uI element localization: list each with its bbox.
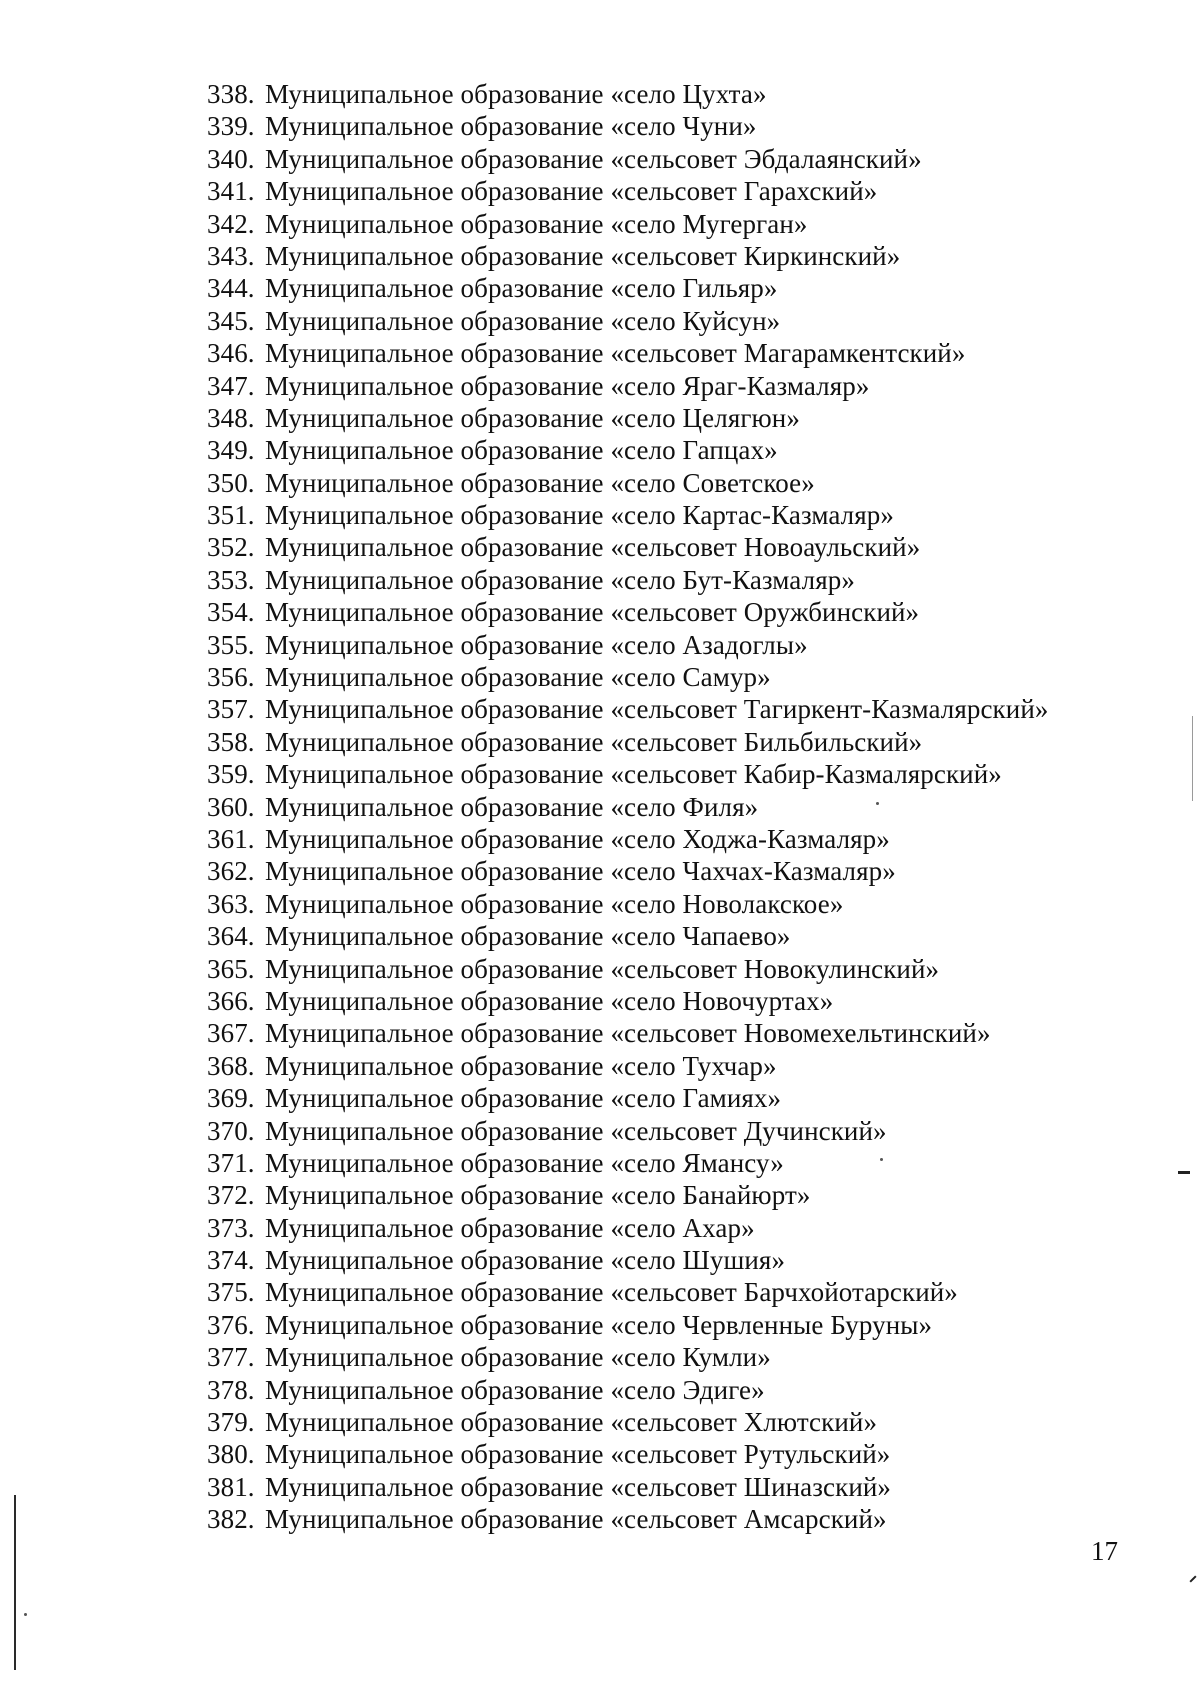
item-text: Муниципальное образование «село Бут-Казмаляр»	[265, 564, 855, 595]
item-number: 349.	[207, 435, 255, 466]
item-number: 361.	[207, 823, 255, 854]
list-item	[207, 402, 1048, 434]
item-number: 367.	[207, 1018, 255, 1049]
item-text: Муниципальное образование «село Новочуртах»	[265, 985, 834, 1016]
list-item	[207, 370, 1048, 402]
item-number: 353.	[207, 564, 255, 595]
item-number: 369.	[207, 1083, 255, 1114]
item-text: Муниципальное образование «село Целягюн»	[265, 402, 800, 433]
item-text: Муниципальное образование «село Чахчах-Казмаляр»	[265, 856, 896, 887]
list-item	[207, 823, 1048, 855]
item-text: Муниципальное образование «село Картас-Казмаляр»	[265, 500, 894, 531]
item-text: Муниципальное образование «село Азадоглы»	[265, 629, 808, 660]
item-text: Муниципальное образование «сельсовет Кабир-Казмалярский»	[265, 759, 1002, 790]
item-text: Муниципальное образование «село Гамиях»	[265, 1083, 782, 1114]
item-number: 372.	[207, 1180, 255, 1211]
list-item	[207, 434, 1048, 466]
list-item	[207, 1471, 1048, 1503]
list-item	[207, 693, 1048, 725]
list-item	[207, 596, 1048, 628]
item-text: Муниципальное образование «село Советское»	[265, 467, 815, 498]
scan-artifact-dot	[24, 1613, 27, 1616]
item-number: 375.	[207, 1277, 255, 1308]
item-text: Муниципальное образование «село Цухта»	[265, 79, 767, 109]
item-number: 376.	[207, 1309, 255, 1340]
item-number: 354.	[207, 597, 255, 628]
item-text: Муниципальное образование «село Яраг-Казмаляр»	[265, 370, 870, 401]
item-number: 344.	[207, 273, 255, 304]
item-text: Муниципальное образование «сельсовет Хлютский»	[265, 1407, 878, 1438]
item-number: 378.	[207, 1374, 255, 1405]
item-text: Муниципальное образование «сельсовет Новоаульский»	[265, 532, 921, 563]
list-item	[207, 1050, 1048, 1082]
list-item	[207, 661, 1048, 693]
scan-artifact-mark	[1189, 1575, 1196, 1582]
item-number: 374.	[207, 1245, 255, 1276]
item-text: Муниципальное образование «село Банайюрт»	[265, 1180, 811, 1211]
item-text: Муниципальное образование «село Эдиге»	[265, 1374, 765, 1405]
item-text: Муниципальное образование «сельсовет Бильбильский»	[265, 726, 923, 757]
list-item	[207, 1212, 1048, 1244]
item-text: Муниципальное образование «сельсовет Рутульский»	[265, 1439, 891, 1470]
item-text: Муниципальное образование «сельсовет Новомехельтинский»	[265, 1018, 991, 1049]
item-text: Муниципальное образование «село Мугерган»	[265, 208, 808, 239]
scan-artifact-dot	[876, 802, 879, 805]
item-text: Муниципальное образование «село Гильяр»	[265, 273, 778, 304]
item-text: Муниципальное образование «сельсовет Эбдалаянский»	[265, 143, 922, 174]
item-number: 370.	[207, 1115, 255, 1146]
item-text: Муниципальное образование «село Ямансу»	[265, 1147, 784, 1178]
scan-artifact-line	[1192, 716, 1193, 801]
municipality-list	[207, 78, 1048, 1536]
item-number: 373.	[207, 1212, 255, 1243]
item-number: 359.	[207, 759, 255, 790]
item-text: Муниципальное образование «сельсовет Амсарский»	[265, 1504, 887, 1535]
item-text: Муниципальное образование «село Ходжа-Казмаляр»	[265, 823, 890, 854]
item-text: Муниципальное образование «село Новолакское»	[265, 888, 844, 919]
list-item	[207, 1017, 1048, 1049]
scan-artifact-dot	[880, 1158, 883, 1161]
item-text: Муниципальное образование «село Червленные Буруны»	[265, 1309, 933, 1340]
item-number: 368.	[207, 1050, 255, 1081]
item-number: 355.	[207, 629, 255, 660]
item-number: 382.	[207, 1504, 255, 1535]
list-item	[207, 1374, 1048, 1406]
item-number: 364.	[207, 921, 255, 952]
list-item	[207, 272, 1048, 304]
item-number: 346.	[207, 338, 255, 369]
list-item	[207, 1115, 1048, 1147]
list-item	[207, 531, 1048, 563]
item-text: Муниципальное образование «сельсовет Новокулинский»	[265, 953, 940, 984]
list-item	[207, 564, 1048, 596]
item-text: Муниципальное образование «село Кумли»	[265, 1342, 771, 1373]
item-text: Муниципальное образование «сельсовет Магарамкентский»	[265, 338, 966, 369]
item-number: 343.	[207, 240, 255, 271]
item-number: 366.	[207, 985, 255, 1016]
item-text: Муниципальное образование «село Чуни»	[265, 111, 757, 142]
list-item	[207, 855, 1048, 887]
list-item	[207, 1438, 1048, 1470]
item-number: 377.	[207, 1342, 255, 1373]
item-text: Муниципальное образование «сельсовет Шиназский»	[265, 1471, 892, 1502]
item-number: 341.	[207, 176, 255, 207]
list-item	[207, 1341, 1048, 1373]
item-number: 381.	[207, 1471, 255, 1502]
item-text: Муниципальное образование «сельсовет Киркинский»	[265, 240, 901, 271]
list-item	[207, 726, 1048, 758]
item-number: 356.	[207, 662, 255, 693]
list-item	[207, 1276, 1048, 1308]
item-number: 357.	[207, 694, 255, 725]
item-number: 379.	[207, 1407, 255, 1438]
item-number: 348.	[207, 402, 255, 433]
item-text: Муниципальное образование «село Филя»	[265, 791, 759, 822]
list-item	[207, 1147, 1048, 1179]
item-number: 358.	[207, 726, 255, 757]
item-number: 362.	[207, 856, 255, 887]
item-number: 339.	[207, 111, 255, 142]
list-item	[207, 175, 1048, 207]
item-number: 350.	[207, 467, 255, 498]
list-item	[207, 920, 1048, 952]
list-item	[207, 337, 1048, 369]
item-text: Муниципальное образование «село Шушия»	[265, 1245, 786, 1276]
item-text: Муниципальное образование «сельсовет Дучинский»	[265, 1115, 887, 1146]
item-number: 365.	[207, 953, 255, 984]
list-item	[207, 1082, 1048, 1114]
list-item	[207, 240, 1048, 272]
list-item	[207, 1309, 1048, 1341]
item-number: 360.	[207, 791, 255, 822]
list-item	[207, 305, 1048, 337]
list-item	[207, 110, 1048, 142]
item-number: 371.	[207, 1147, 255, 1178]
list-item	[207, 953, 1048, 985]
item-text: Муниципальное образование «село Самур»	[265, 662, 771, 693]
item-text: Муниципальное образование «село Ахар»	[265, 1212, 755, 1243]
item-number: 380.	[207, 1439, 255, 1470]
item-number: 338.	[207, 79, 255, 109]
scan-artifact-line	[14, 1495, 16, 1670]
list-item	[207, 499, 1048, 531]
item-text: Муниципальное образование «село Куйсун»	[265, 305, 781, 336]
item-text: Муниципальное образование «сельсовет Оружбинский»	[265, 597, 920, 628]
list-item	[207, 208, 1048, 240]
scan-artifact-mark	[1178, 1171, 1190, 1174]
item-text: Муниципальное образование «село Гапцах»	[265, 435, 778, 466]
list-item	[207, 1244, 1048, 1276]
item-number: 352.	[207, 532, 255, 563]
item-text: Муниципальное образование «сельсовет Барчхойотарский»	[265, 1277, 958, 1308]
item-number: 345.	[207, 305, 255, 336]
list-item	[207, 467, 1048, 499]
list-item	[207, 888, 1048, 920]
list-item	[207, 629, 1048, 661]
item-number: 342.	[207, 208, 255, 239]
list-item	[207, 143, 1048, 175]
list-item	[207, 1503, 1048, 1535]
page-number: 17	[1091, 1536, 1118, 1566]
item-number: 351.	[207, 500, 255, 531]
item-number: 363.	[207, 888, 255, 919]
item-number: 340.	[207, 143, 255, 174]
list-item	[207, 985, 1048, 1017]
item-text: Муниципальное образование «сельсовет Гарахский»	[265, 176, 878, 207]
list-item	[207, 1406, 1048, 1438]
list-item	[207, 791, 1048, 823]
item-text: Муниципальное образование «сельсовет Тагиркент-Казмалярский»	[265, 694, 1049, 725]
list-item	[207, 758, 1048, 790]
list-item	[207, 1179, 1048, 1211]
item-text: Муниципальное образование «село Тухчар»	[265, 1050, 777, 1081]
item-text: Муниципальное образование «село Чапаево»	[265, 921, 791, 952]
item-number: 347.	[207, 370, 255, 401]
list-item	[207, 78, 1048, 110]
